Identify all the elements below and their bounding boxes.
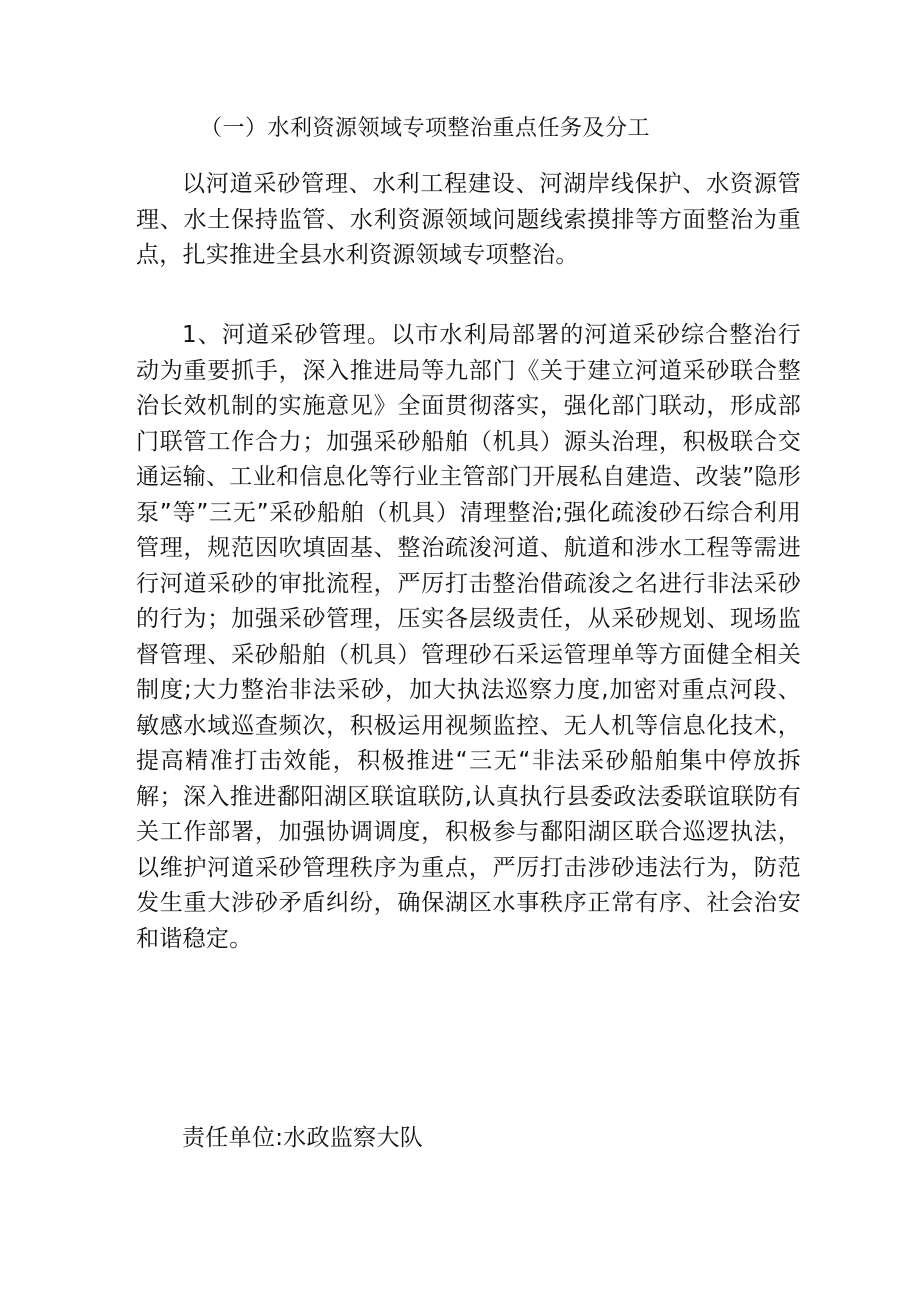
sand-mining-paragraph: 1、河道采砂管理。以市水利局部署的河道采砂综合整治行动为重要抓手，深入推进局等九部门《关于建立河道采砂联合整治长效机制的实施意见》全面贯彻落实，强化部门联动，形成部门联管工作合力；加强采砂船舶（机具）源头治理，积极联合交通运输、工业和信息化等行业主管部门开展私自建造、改装”隐形泵”等”三无”采砂船舶（机具）清理整治;强化疏浚砂石综合利用管理，规范因吹填固基、整治疏浚河道、航道和涉水工程等需进行河道采砂的审批流程，严厉打击整治借疏浚之名进行非法采砂的行为；加强采砂管理，压实各层级责任，从采砂规划、现场监督管理、采砂船舶（机具）管理砂石采运管理单等方面健全相关制度;大力整治非法采砂，加大执法巡察力度,加密对重点河段、敏感水域巡查频次，积极运用视频监控、无人机等信息化技术，提高精准打击效能，积极推进“三无“非法采砂船舶集中停放拆解；深入推进鄱阳湖区联谊联防,认真执行县委政法委联谊联防有关工作部署，加强协调调度，积极参与鄱阳湖区联合巡逻执法，以维护河道采砂管理秩序为重点，严厉打击涉砂违法行为，防范发生重大涉砂矛盾纠纷，确保湖区水事秩序正常有序、社会治安和谐稳定。 (136, 322, 801, 952)
responsible-unit-paragraph: 责任单位:水政监察大队 (182, 1125, 424, 1151)
intro-paragraph: 以河道采砂管理、水利工程建设、河湖岸线保护、水资源管理、水土保持监管、水利资源领域问题线索摸排等方面整治为重点，扎实推进全县水利资源领域专项整治。 (136, 171, 801, 268)
section-heading: （一）水利资源领域专项整治重点任务及分工 (200, 116, 651, 141)
